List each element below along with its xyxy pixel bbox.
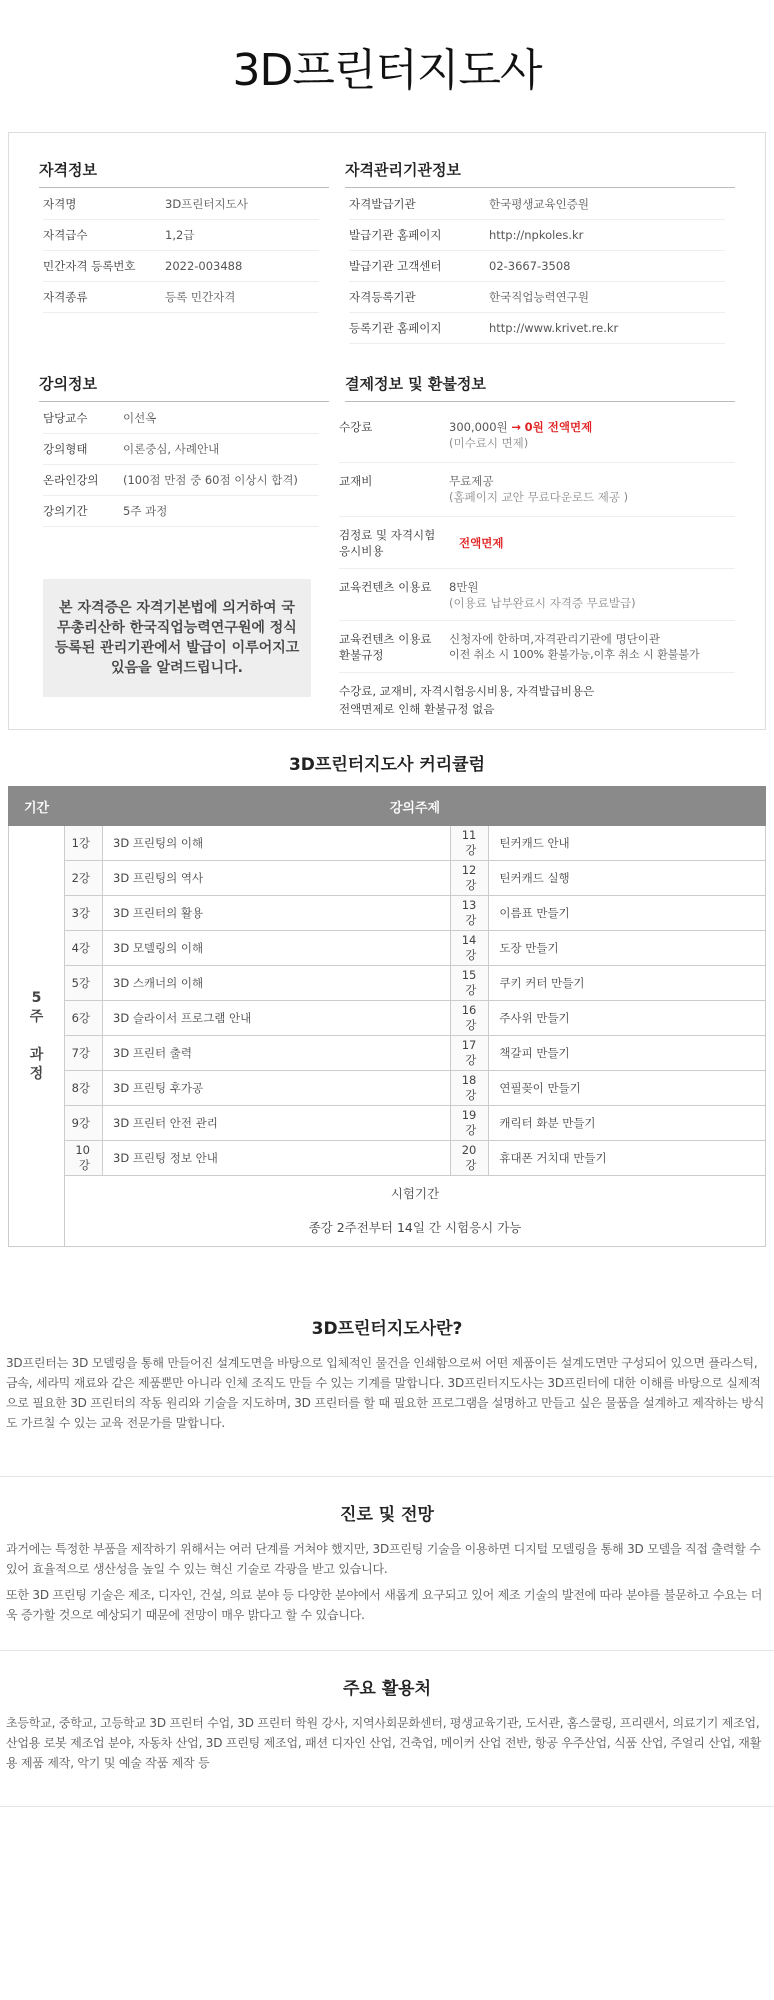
lesson-number: 16강 [451,1001,489,1036]
agency-info-heading: 자격관리기관정보 [345,161,461,179]
row-key: 자격급수 [43,228,88,242]
lesson-topic: 연필꽂이 만들기 [489,1071,766,1106]
exam-period-row [9,1176,766,1247]
lesson-number: 19강 [451,1106,489,1141]
curriculum-row [9,1036,766,1071]
divider [0,1650,774,1651]
fee-arrow: → [511,420,521,434]
lesson-topic: 주사위 만들기 [489,1001,766,1036]
lesson-number: 3강 [65,896,103,931]
lesson-topic: 3D 모델링의 이해 [103,931,451,966]
usage-heading: 주요 활용처 [342,1679,432,1699]
period-char: 정 [29,1065,44,1082]
row-value: 5주 과정 [123,504,168,518]
row-value: http://npkoles.kr [489,228,584,242]
lesson-number: 9강 [65,1106,103,1141]
lesson-number: 1강 [65,826,103,861]
lesson-number: 15강 [451,966,489,1001]
fee-free: 0원 전액면제 [524,420,593,434]
qual-info-row [43,282,319,313]
divider [0,1476,774,1477]
info-box [8,132,766,730]
divider [0,1806,774,1807]
lecture-info-row [43,465,319,496]
lesson-number: 12강 [451,861,489,896]
usage-section [6,1674,768,1779]
lesson-topic: 휴대폰 거치대 만들기 [489,1141,766,1176]
refund-row [339,621,735,673]
row-value: 이론중심, 사례안내 [123,442,220,456]
notice-box: 본 자격증은 자격기본법에 의거하여 국무총리산하 한국직업능력연구원에 정식 등록된 관리기관에서 발급이 이루어지고 있음을 알려드립니다. [43,579,311,697]
topic-header: 강의주제 [65,787,766,826]
lesson-topic: 3D 프린터 출력 [103,1036,451,1071]
qual-info-row [43,251,319,282]
agency-info-row [349,189,725,220]
row-key: 자격발급기관 [349,197,416,211]
lesson-number: 8강 [65,1071,103,1106]
row-key: 등록기관 홈페이지 [349,321,442,335]
lesson-topic: 3D 프린팅의 역사 [103,861,451,896]
about-body: 3D프린터는 3D 모델링을 통해 만들어진 설계도면을 바탕으로 입체적인 물건을 인쇄함으로써 어떤 제품이든 설계도면만 구성되어 있으면 플라스틱, 금속, 세라믹 재료와 같은 제품뿐만 아니라 인체 조직도 만들 수 있는 기계를 말합니다. 3D프린터지도사는 3D프린터에 대한 이해를 바탕으로 실제적으로 필요한 3D 프린터의 작동 원리와 기술을 지도하며, 3D 프린터를 할 때 필요한 프로그램을 설명하고 만들고 싶은 물품을 설계하고 제작하는 방식도 가르칠 수 있는 교육 전문가를 말합니다. [6,1356,765,1430]
book-key: 교재비 [339,474,373,488]
career-paragraph-2: 또한 3D 프린팅 기술은 제조, 디자인, 건설, 의료 분야 등 다양한 분야에서 새롭게 요구되고 있어 제조 기술의 발전에 따라 분야를 불문하고 수요는 더욱 증가할 것으로 예상되기 때문에 전망이 매우 밝다고 할 수 있습니다. [6,1588,763,1622]
divider [345,187,735,188]
fee-key: 수강료 [339,420,373,434]
row-value: http://www.krivet.re.kr [489,321,619,335]
agency-info-row [349,313,725,344]
row-value: 등록 민간자격 [165,290,236,304]
exam-fee-value: 전액면제 [459,536,504,550]
page-title: 3D프린터지도사 [232,45,542,96]
row-key: 발급기관 홈페이지 [349,228,442,242]
curriculum-row [9,966,766,1001]
row-key: 자격명 [43,197,77,211]
career-section [6,1500,768,1631]
agency-info-row [349,282,725,313]
fee-original: 300,000원 [449,420,508,434]
lesson-number: 13강 [451,896,489,931]
lesson-number: 20강 [451,1141,489,1176]
refund-footer-line: 수강료, 교재비, 자격시험응시비용, 자격발급비용은 [339,684,595,698]
row-value: 한국평생교육인증원 [489,197,589,211]
lesson-topic: 도장 만들기 [489,931,766,966]
row-value: 2022-003488 [165,259,243,273]
period-char: 5 [31,989,42,1006]
agency-info-row [349,220,725,251]
about-heading: 3D프린터지도사란? [311,1319,463,1339]
row-key: 자격등록기관 [349,290,416,304]
exam-period-cell [65,1176,766,1247]
row-key: 강의형태 [43,442,88,456]
fee-value [449,419,592,435]
refund-footer-line-2: 전액면제로 인해 환불규정 없음 [339,702,495,716]
book-value: 무료제공 [449,474,494,488]
row-key: 자격종류 [43,290,88,304]
book-row [339,463,735,517]
content-fee-key: 교육컨텐츠 이용료 [339,580,432,594]
curriculum-row [9,1106,766,1141]
about-section [6,1314,768,1439]
lecture-info-row [43,403,319,434]
content-fee-note: (이용료 납부완료시 자격증 무료발급) [449,596,636,610]
lesson-number: 14강 [451,931,489,966]
exam-fee-row [339,517,735,569]
curriculum-row [9,1141,766,1176]
lesson-topic: 틴커캐드 실행 [489,861,766,896]
row-key: 담당교수 [43,411,88,425]
usage-body: 초등학교, 중학교, 고등학교 3D 프린터 수업, 3D 프린터 학원 강사, 지역사회문화센터, 평생교육기관, 도서관, 홈스쿨링, 프리랜서, 의료기기 제조업, 산업용 로봇 제조업 분야, 자동차 산업, 3D 프린팅 제조업, 패션 디자인 산업, 건축업, 메이커 산업 전반, 항공 우주산업, 식품 산업, 주얼리 산업, 재활용 제품 제작, 악기 및 예술 작품 제작 등 [6,1716,762,1770]
row-key: 민간자격 등록번호 [43,259,136,273]
qual-info-row [43,189,319,220]
refund-value: 신청자에 한하며,자격관리기관에 명단이관 [449,632,660,646]
row-key: 발급기관 고객센터 [349,259,442,273]
lesson-topic: 3D 프린터의 활용 [103,896,451,931]
career-paragraph-1: 과거에는 특정한 부품을 제작하기 위해서는 여러 단계를 거쳐야 했지만, 3D프린팅 기술을 이용하면 디지털 모델링을 통해 3D 모델을 직접 출력할 수 있어 효율적으로 생산성을 높일 수 있는 혁신 기술로 각광을 받고 있습니다. [6,1542,761,1576]
agency-info-row [349,251,725,282]
curriculum-row [9,931,766,966]
lesson-number: 10강 [65,1141,103,1176]
curriculum-row [9,896,766,931]
period-header: 기간 [9,787,65,826]
divider [39,401,329,402]
refund-value-2: 이전 취소 시 100% 환불가능,이후 취소 시 환불불가 [449,648,700,661]
fee-note: (미수료시 면제) [449,436,529,450]
period-cell [9,826,65,1247]
lesson-topic: 3D 프린터 안전 관리 [103,1106,451,1141]
exam-fee-key: 검정료 및 자격시험 [339,528,436,542]
curriculum-header-row [9,787,766,826]
curriculum-row [9,826,766,861]
row-value: (100점 만점 중 60점 이상시 합격) [123,473,298,487]
content-fee-row [339,569,735,621]
curriculum-title: 3D프린터지도사 커리큘럼 [288,755,486,775]
lesson-topic: 이름표 만들기 [489,896,766,931]
curriculum-table [8,786,766,1247]
lesson-topic: 틴커캐드 안내 [489,826,766,861]
row-value: 한국직업능력연구원 [489,290,589,304]
divider [39,187,329,188]
lesson-topic: 캐릭터 화분 만들기 [489,1106,766,1141]
career-heading: 진로 및 전망 [340,1505,434,1525]
row-key: 강의기간 [43,504,88,518]
qual-info-row [43,220,319,251]
divider [345,401,735,402]
row-value: 이선옥 [123,411,157,425]
lesson-topic: 3D 슬라이서 프로그램 안내 [103,1001,451,1036]
curriculum-row [9,1001,766,1036]
refund-key-2: 환불규정 [339,648,384,662]
exam-fee-key-2: 응시비용 [339,544,384,558]
exam-period-desc: 종강 2주전부터 14일 간 시험응시 가능 [308,1220,522,1235]
row-key: 온라인강의 [43,473,99,487]
book-note: (홈페이지 교안 무료다운로드 제공 ) [449,490,629,504]
lesson-number: 5강 [65,966,103,1001]
row-value: 3D프린터지도사 [165,197,248,211]
lesson-topic: 3D 프린팅의 이해 [103,826,451,861]
period-char: 과 [29,1046,44,1063]
lesson-number: 4강 [65,931,103,966]
lesson-topic: 3D 스캐너의 이해 [103,966,451,1001]
curriculum-row [9,861,766,896]
lesson-number: 6강 [65,1001,103,1036]
lecture-info-row [43,434,319,465]
row-value: 02-3667-3508 [489,259,571,273]
row-value: 1,2급 [165,228,195,242]
lesson-topic: 3D 프린팅 후가공 [103,1071,451,1106]
refund-footer [339,673,735,719]
lesson-number: 18강 [451,1071,489,1106]
lecture-info-heading: 강의정보 [39,375,97,393]
period-char: 주 [29,1008,44,1025]
period-char [10,1027,63,1046]
qual-info-heading: 자격정보 [39,161,97,179]
lesson-topic: 쿠키 커터 만들기 [489,966,766,1001]
lesson-number: 7강 [65,1036,103,1071]
lesson-number: 11강 [451,826,489,861]
lesson-number: 2강 [65,861,103,896]
lesson-topic: 책갈피 만들기 [489,1036,766,1071]
fee-row [339,411,735,463]
lesson-topic: 3D 프린팅 정보 안내 [103,1141,451,1176]
exam-period-title: 시험기간 [390,1186,440,1201]
curriculum-row [9,1071,766,1106]
content-fee-value: 8만원 [449,580,479,594]
payment-heading: 결제정보 및 환불정보 [345,375,486,393]
refund-key: 교육컨텐츠 이용료 [339,632,432,646]
lesson-number: 17강 [451,1036,489,1071]
lecture-info-row [43,496,319,527]
